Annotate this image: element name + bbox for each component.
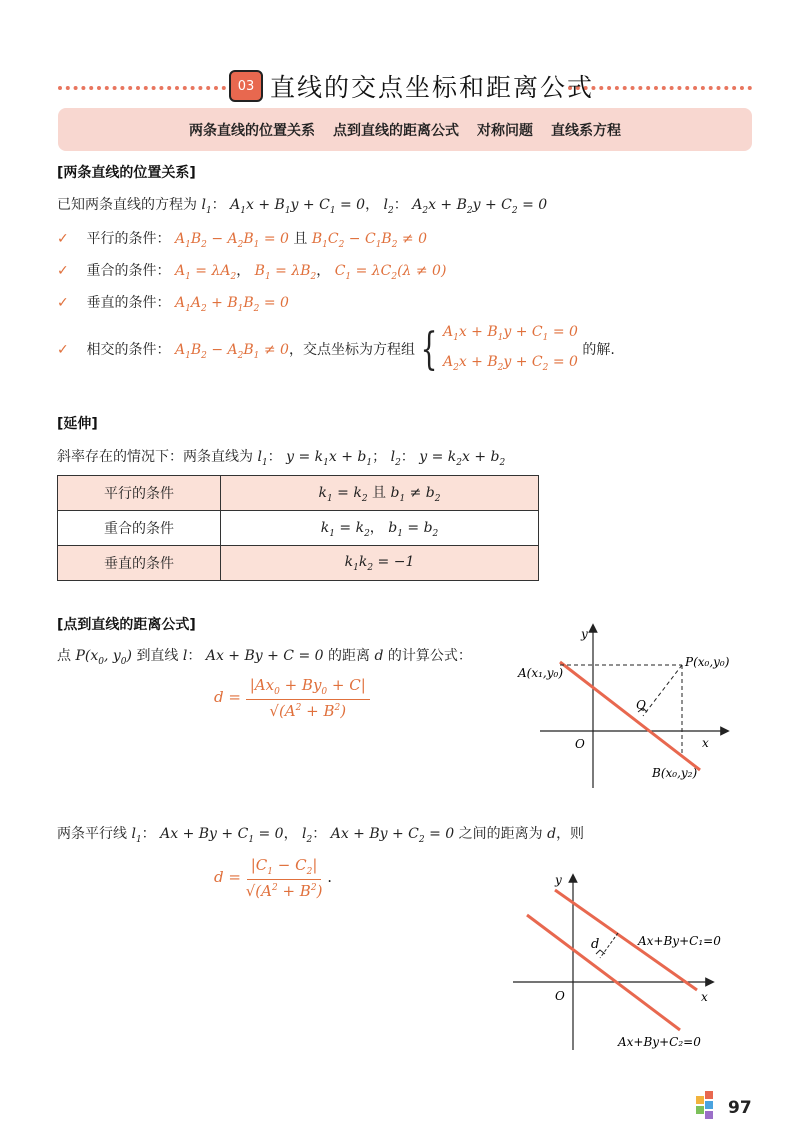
logo-square — [705, 1111, 713, 1119]
parallel-lines-intro: 两条平行线 $l_1$： $Ax + By + C_1 = 0$， $l_2$： $Ax + By + C_2 = 0$ 之间的距离为 d，则 — [57, 826, 585, 845]
distance-intro: 点 $P(x_0$, $y_0$) 到直线 l： Ax + By + C = 0 的距离 d 的计算公式： — [57, 648, 472, 667]
section-heading-positions: [两条直线的位置关系] — [57, 165, 196, 181]
point-Q-label: Q — [636, 698, 646, 712]
slope-intro: 斜率存在的情况下：两条直线为 $l_1$： $y = k_1x + b_1$； $l_2$： $y = k_2x + b_2$ — [57, 449, 506, 468]
logo-square — [696, 1096, 704, 1104]
line-l2-label: Ax+By+C₂=0 — [618, 1035, 701, 1049]
perpendicular-condition: ✓ 垂直的条件： $A_1A_2 + B_1B_2 = 0$ — [57, 295, 289, 314]
slope-conditions-table — [57, 475, 539, 581]
header-dotted-rule-right — [568, 86, 752, 90]
check-icon: ✓ — [57, 341, 69, 358]
check-icon: ✓ — [57, 231, 69, 247]
check-icon: ✓ — [57, 263, 69, 279]
table-row — [58, 476, 539, 511]
intro-line-equations: 已知两条直线的方程为 $l_1$： $A_1x + B_1y + C_1 = 0$， $l_2$： $A_2x + B_2y + C_2 = 0$ — [57, 197, 548, 216]
table-cell-formula: $k_1k_2 = -1$ — [221, 546, 539, 581]
table-cell-label: 平行的条件 — [58, 476, 221, 511]
header-dotted-rule-left — [58, 86, 226, 90]
table-cell-formula: $k_1 = k_2$， $b_1 = b_2$ — [221, 511, 539, 546]
point-P-label: P(x₀,y₀) — [685, 655, 730, 669]
chapter-number-badge: 03 — [229, 70, 263, 102]
parallel-lines-distance-formula: d = $\frac{|C_1 - C_2|}{√(A^2 + B^2)}$ . — [214, 856, 332, 900]
table-row — [58, 546, 539, 581]
page-number: 97 — [728, 1098, 752, 1118]
point-B-label: B(x₀,y₂) — [652, 766, 698, 780]
table-cell-label: 重合的条件 — [58, 511, 221, 546]
table-cell-formula: $k_1 = k_2$ 且 $b_1 \ne b_2$ — [221, 476, 539, 511]
point-line-distance-formula: d = $\frac{|Ax_0 + By_0 + C|}{√(A^2 + B^2)}$ — [214, 676, 370, 720]
parallel-condition: ✓ 平行的条件： $A_1B_2 - A_2B_1 = 0$ 且 $B_1C_2 - C_1B_2 \ne 0$ — [57, 231, 427, 250]
section-heading-distance: [点到直线的距离公式] — [57, 617, 196, 633]
y-axis-label: y — [581, 627, 588, 641]
table-row — [58, 511, 539, 546]
section-heading-extension: [延伸] — [57, 416, 98, 432]
page-title: 直线的交点坐标和距离公式 — [270, 73, 595, 102]
banner-item: 点到直线的距离公式 — [333, 122, 459, 139]
table-cell-label: 垂直的条件 — [58, 546, 221, 581]
distance-segment-d — [600, 933, 618, 958]
logo-square — [705, 1101, 713, 1109]
y-axis-label: y — [555, 873, 562, 887]
x-axis-label: x — [701, 990, 708, 1004]
logo-square — [696, 1106, 704, 1114]
point-A-label: A(x₁,y₀) — [518, 666, 564, 680]
distance-d-label: d — [591, 937, 600, 952]
logo-square — [705, 1091, 713, 1099]
dashed-segment-PQ — [643, 665, 682, 716]
banner-item: 直线系方程 — [551, 122, 621, 139]
topic-banner — [58, 108, 752, 151]
point-line-distance-figure — [510, 620, 750, 795]
check-icon: ✓ — [57, 295, 69, 311]
x-axis-label: x — [702, 736, 709, 750]
coincide-condition: ✓ 重合的条件： $A_1 = \lambda A_2$， $B_1 = \lambda B_2$， $C_1 = \lambda C_2(\lambda \ne 0)$ — [57, 263, 447, 282]
origin-label: O — [555, 989, 565, 1003]
line-l — [560, 662, 700, 770]
banner-item: 对称问题 — [477, 122, 533, 139]
parallel-lines-distance-figure — [505, 870, 745, 1055]
origin-label: O — [575, 737, 585, 751]
line-l1-label: Ax+By+C₁=0 — [638, 934, 721, 948]
banner-item: 两条直线的位置关系 — [189, 122, 315, 139]
line-l2 — [527, 915, 680, 1030]
intersect-condition: ✓ 相交的条件： $A_1B_2 - A_2B_1 \ne 0$，交点坐标为方程组 { $A_1x + B_1y + C_1 = 0$ $A_2x + B_2y + C_2 = 0$ 的解. — [57, 323, 615, 375]
